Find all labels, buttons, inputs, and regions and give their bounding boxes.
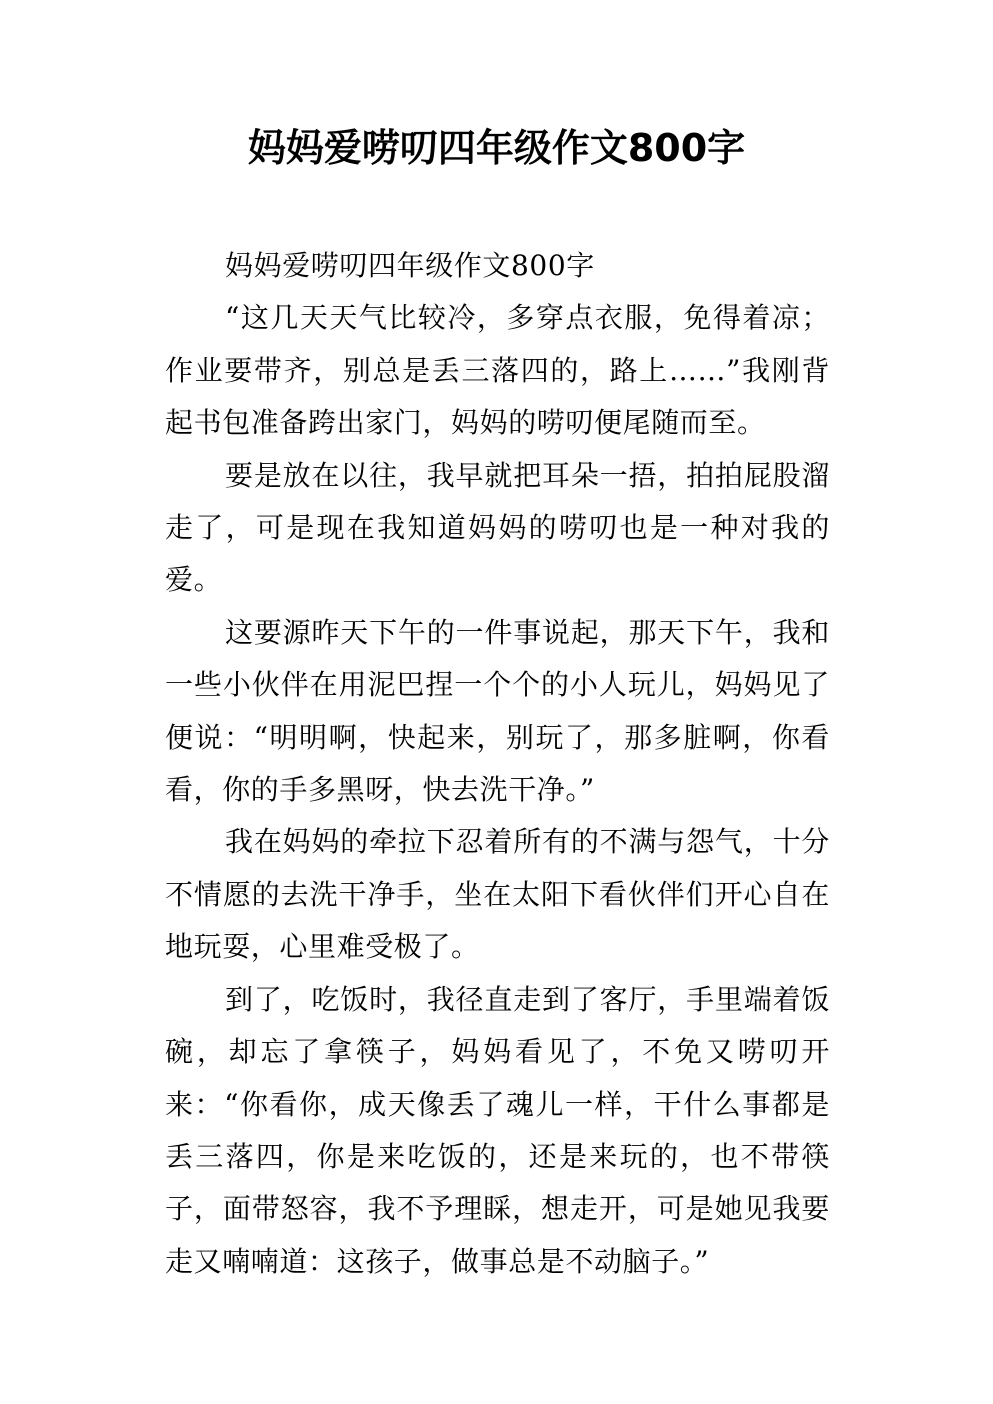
paragraph: 要是放在以往，我早就把耳朵一捂，拍拍屁股溜走了，可是现在我知道妈妈的唠叨也是一种对我的爱。 <box>165 458 830 597</box>
document-title: 妈妈爱唠叨四年级作文800字 <box>247 126 746 170</box>
paragraph: 我在妈妈的牵拉下忍着所有的不满与怨气，十分不情愿的去洗干净手，坐在太阳下看伙伴们开心自在地玩耍，心里难受极了。 <box>165 825 830 964</box>
paragraph: “这几天天气比较冷，多穿点衣服，免得着凉；作业要带齐，别总是丢三落四的，路上……”我刚背起书包准备跨出家门，妈妈的唠叨便尾随而至。 <box>165 301 830 440</box>
paragraph: 到了，吃饭时，我径直走到了客厅，手里端着饭碗，却忘了拿筷子，妈妈看见了，不免又唠叨开来：“你看你，成天像丢了魂儿一样，干什么事都是丢三落四，你是来吃饭的，还是来玩的，也不带筷子，面带怒容，我不予理睬，想走开，可是她见我要走又喃喃道：这孩子，做事总是不动脑子。” <box>165 982 830 1278</box>
document-body <box>165 240 830 1288</box>
paragraph-subtitle: 妈妈爱唠叨四年级作文800字 <box>225 249 595 282</box>
paragraph: 这要源昨天下午的一件事说起，那天下午，我和一些小伙伴在用泥巴捏一个个的小人玩儿，妈妈见了便说：“明明啊，快起来，别玩了，那多脏啊，你看看，你的手多黑呀，快去洗干净。” <box>165 615 830 807</box>
